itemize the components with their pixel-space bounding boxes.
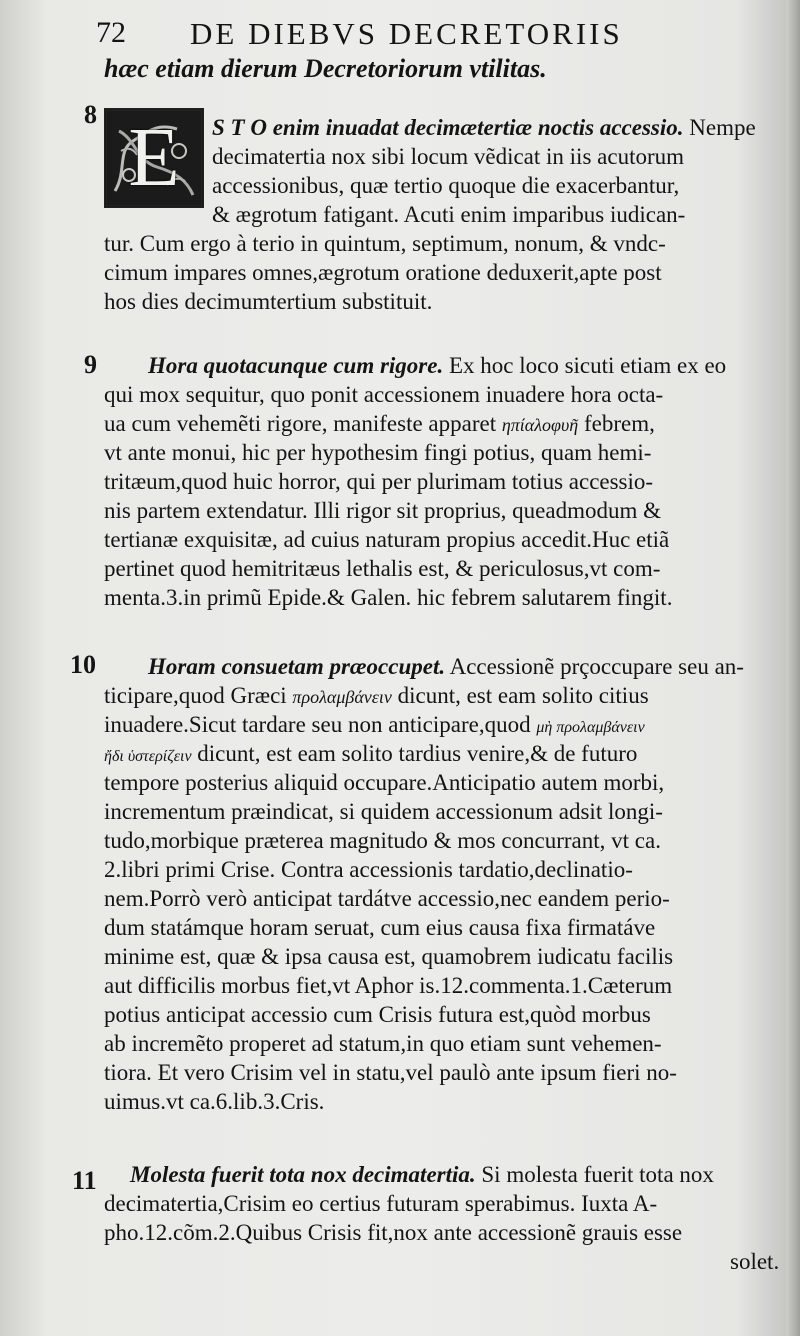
text-line: Horam consuetam præoccupet. Accessionẽ prçoccupare seu an- [148, 654, 744, 679]
text-line: tritæum,quod huic horror, qui per plurimam totius accessio- [104, 469, 654, 494]
text-line: vt ante monui, hic per hypothesim fingi potius, quam hemi- [104, 440, 652, 465]
section-number-9: 9 [84, 350, 97, 379]
text-line: ua cum vehemẽti rigore, manifeste apparet ηπίαλοφυῆ febrem, [104, 411, 655, 436]
text-line: qui mox sequitur, quo ponit accessionem inuadere hora octa- [104, 382, 664, 407]
greek-term: μὴ προλαμβάνειν [536, 719, 645, 736]
text-line: dum statámque horam seruat, cum eius causa fixa firmatáve [104, 915, 656, 940]
decorated-initial [104, 108, 204, 208]
text-line: accessionibus, quæ tertio quoque die exacerbantur, [212, 173, 680, 198]
text-line: pho.12.cõm.2.Quibus Crisis fit,nox ante accessionẽ grauis esse [104, 1220, 683, 1245]
initial-letter: E [128, 111, 180, 204]
text-line: decimatertia,Crisim eo certius futuram sperabimus. Iuxta A- [104, 1191, 658, 1216]
greek-term: ἤδι ὑστερίζειν [104, 748, 192, 765]
text-line: Hora quotacunque cum rigore. Ex hoc loco sicuti etiam ex eo [148, 353, 727, 378]
greek-term: προλαμβάνειν [292, 687, 392, 707]
text-line: tertianæ exquisitæ, ad cuius naturam propius accedit.Huc etiã [104, 527, 670, 552]
text-line: nem.Porrò verò anticipat tardátve accessio,nec eandem perio- [104, 886, 670, 911]
text-line: aut difficilis morbus fiet,vt Aphor is.12.commenta.1.Cæterum [104, 973, 673, 998]
text-line: nis partem extendatur. Illi rigor sit proprius, queadmodum & [104, 498, 662, 523]
text-line: tiora. Et vero Crisim vel in statu,vel paulò ante ipsum fieri no- [104, 1060, 677, 1085]
text-line: ab incremẽto properet ad statum,in quo etiam sunt vehemen- [104, 1031, 662, 1056]
section-number-10: 10 [70, 650, 96, 679]
text-line: potius anticipat accessio cum Crisis futura est,quòd morbus [104, 1002, 651, 1027]
lemma: S T O enim inuadat decimætertiæ noctis accessio. [212, 115, 684, 140]
text-line: incrementum præindicat, si quidem accessionum adsit longi- [104, 799, 663, 824]
text-line: ἤδι ὑστερίζειν dicunt, est eam solito tardius venire,& de futuro [104, 741, 638, 766]
lemma: Molesta fuerit tota nox decimatertia. [130, 1162, 476, 1187]
page-header [96, 14, 716, 54]
text-line: hos dies decimumtertium substituit. [104, 289, 433, 314]
text-line: & ægrotum fatigant. Acuti enim imparibus iudican- [212, 202, 686, 227]
text-line: pertinet quod hemitritæus lethalis est, & periculosus,vt com- [104, 556, 661, 581]
text-line: inuadere.Sicut tardare seu non anticipare,quod μὴ προλαμβάνειν [104, 712, 645, 737]
text-line: tudo,morbique præterea magnitudo & mos concurrant, vt ca. [104, 828, 661, 853]
text-line: Molesta fuerit tota nox decimatertia. Si molesta fuerit tota nox [130, 1162, 714, 1187]
text-line: minime est, quæ & ipsa causa est, quamobrem iudicatu facilis [104, 944, 674, 969]
page-number: 72 [96, 16, 126, 49]
greek-term: ηπίαλοφυῆ [501, 415, 579, 435]
lemma: Horam consuetam præoccupet. [148, 654, 446, 679]
text-line: tempore posterius aliquid occupare.Anticipatio autem morbi, [104, 770, 665, 795]
text-line: uimus.vt ca.6.lib.3.Cris. [104, 1089, 325, 1114]
text-line: cimum impares omnes,ægrotum oratione deduxerit,apte post [104, 260, 662, 285]
text-line: 2.libri primi Crise. Contra accessionis tardatio,declinatio- [104, 857, 633, 882]
continuation-line: hæc etiam dierum Decretoriorum vtilitas. [104, 54, 547, 83]
text-line: solet. [730, 1249, 780, 1274]
page-edge [786, 0, 800, 1336]
text-line: S T O enim inuadat decimætertiæ noctis accessio. Nempe [212, 115, 756, 140]
text-line: menta.3.in primũ Epide.& Galen. hic febrem salutarem fingit. [104, 585, 673, 610]
section-number-8: 8 [84, 100, 97, 129]
lemma: Hora quotacunque cum rigore. [148, 353, 444, 378]
running-title: DE DIEBVS DECRETORIIS [190, 16, 623, 51]
text-line: tur. Cum ergo à terio in quintum, septimum, nonum, & vndc- [104, 231, 666, 256]
text-line: decimatertia nox sibi locum vẽdicat in iis acutorum [212, 144, 685, 169]
section-number-11: 11 [72, 1166, 97, 1195]
text-line: ticipare,quod Græci προλαμβάνειν dicunt, est eam solito citius [104, 683, 649, 708]
